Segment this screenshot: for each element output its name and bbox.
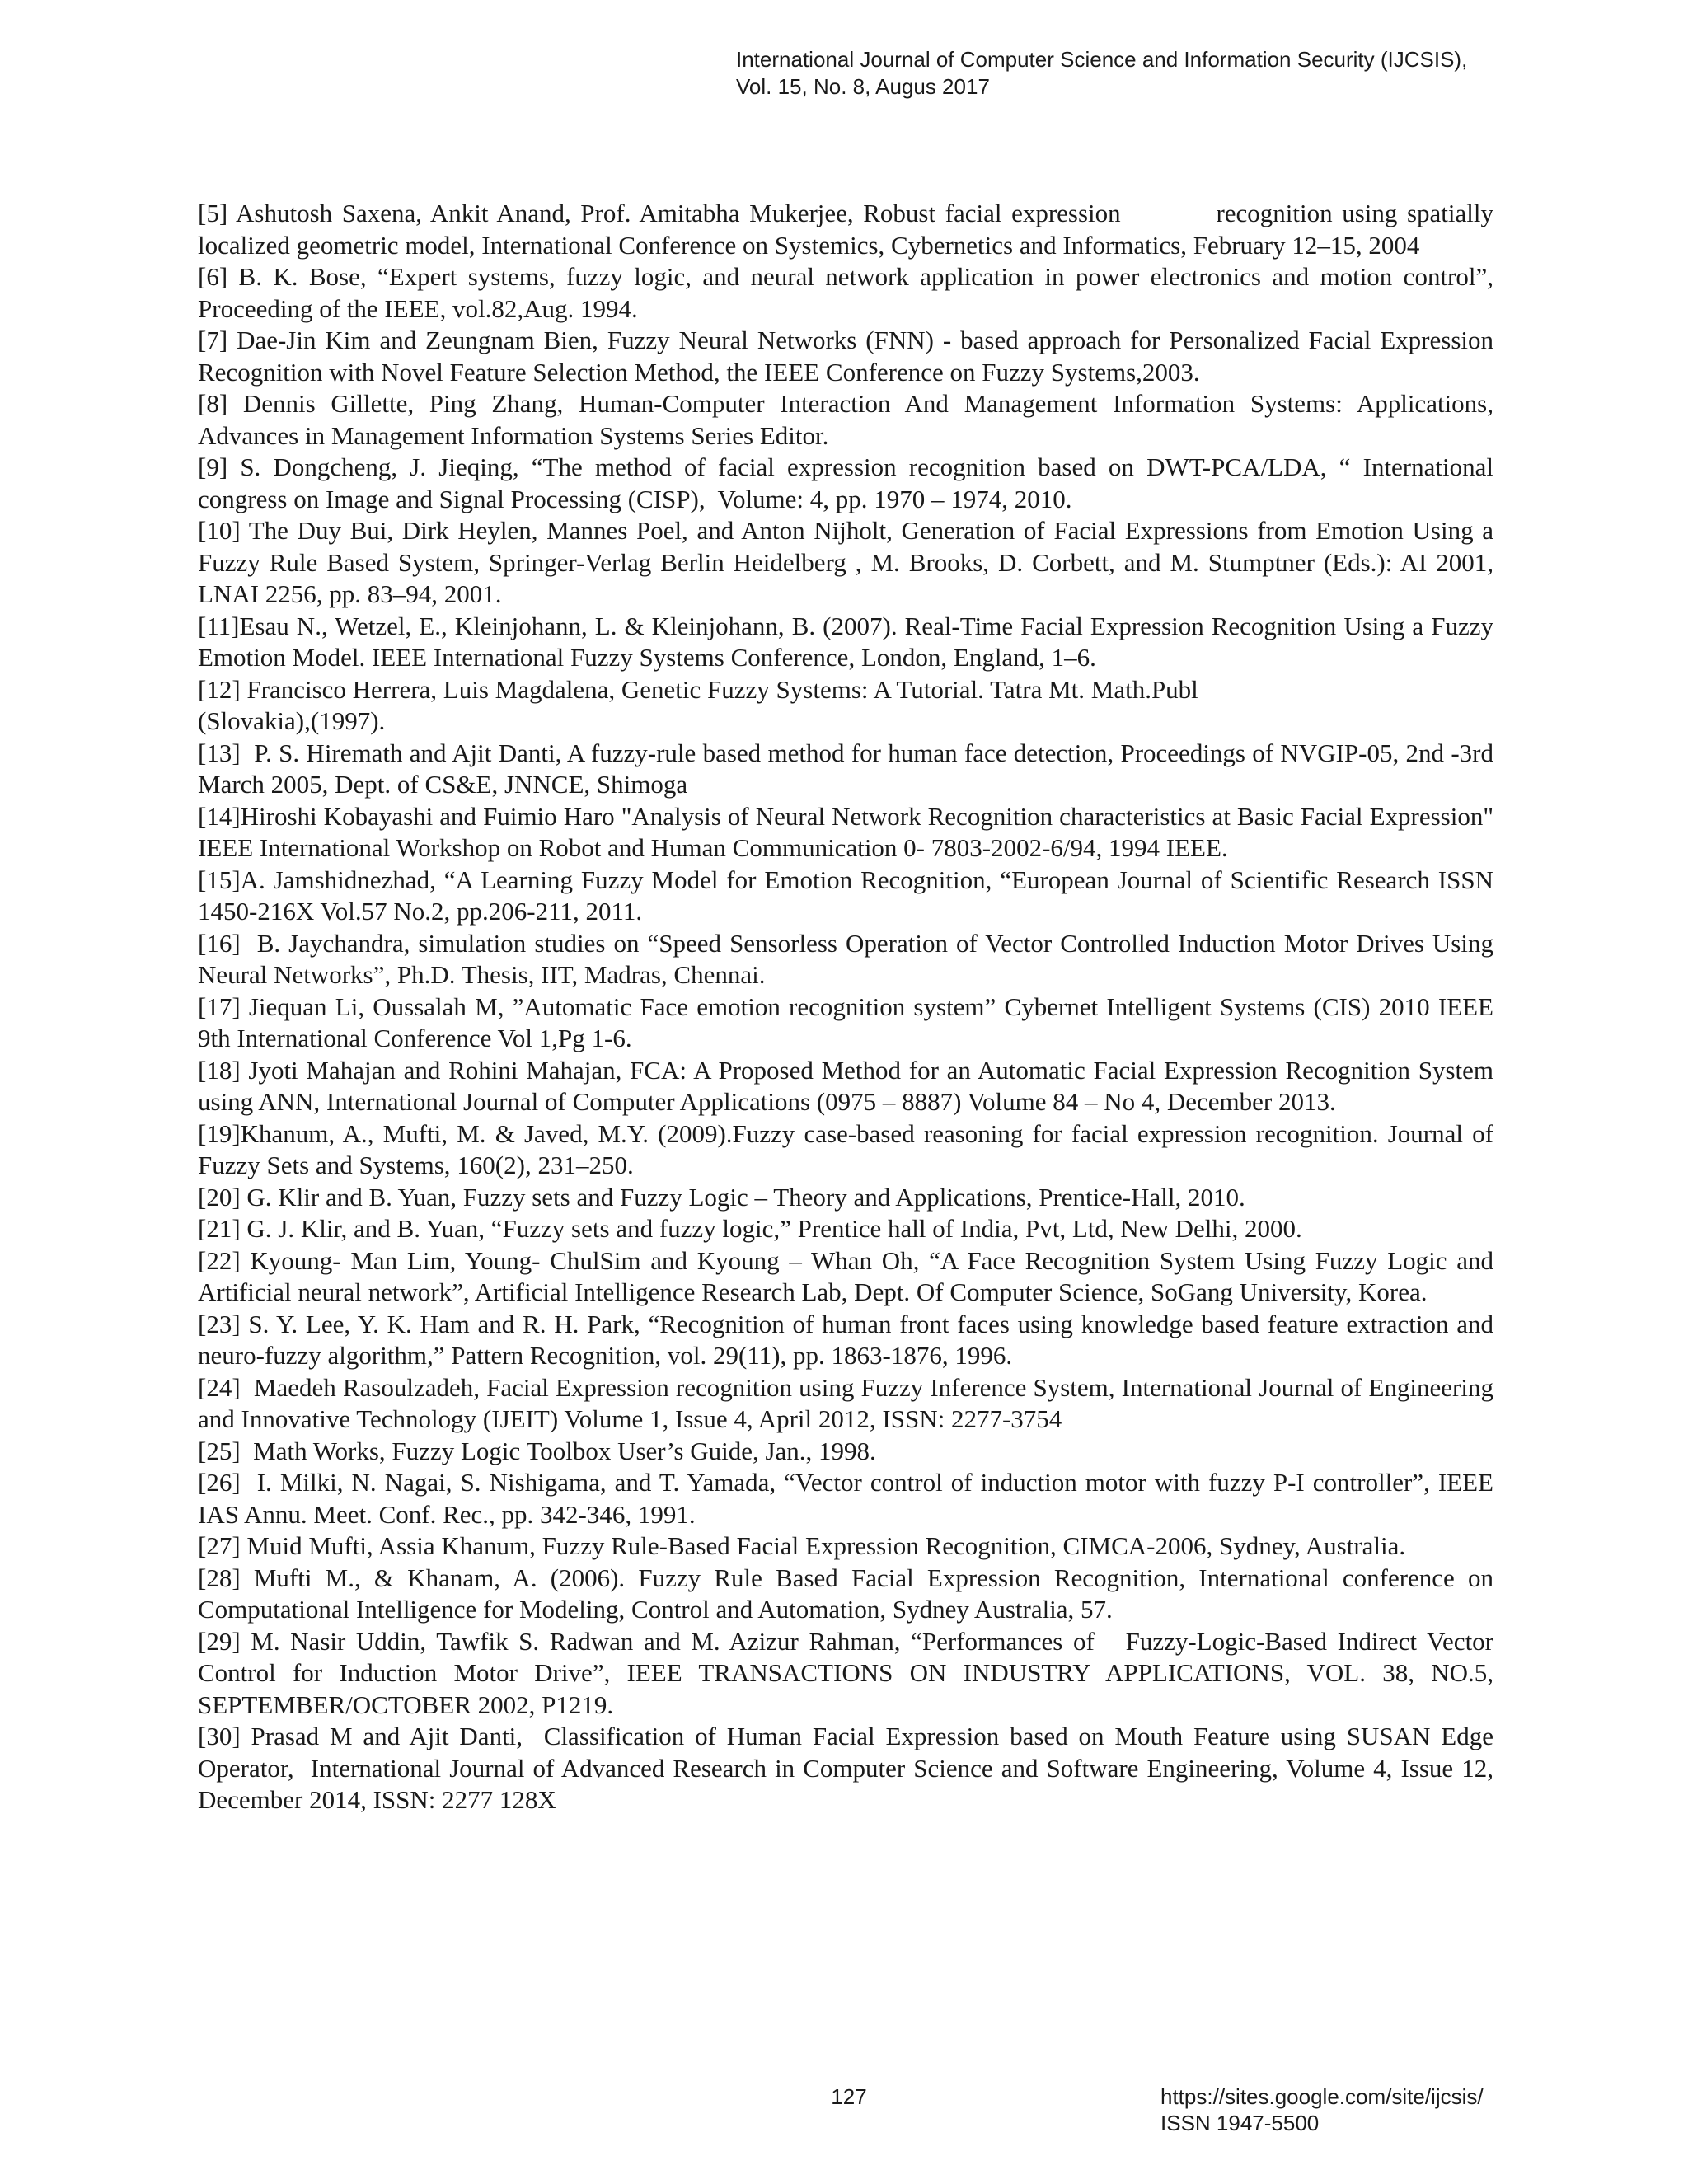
reference-11: [11]Esau N., Wetzel, E., Kleinjohann, L. & Kleinjohann, B. (2007). Real-Time Facial Expression Recognition Using a Fuzzy Emotion Model. IEEE International Fuzzy Systems Conference, London, England, 1–6. xyxy=(198,611,1500,672)
reference-23: [23] S. Y. Lee, Y. K. Ham and R. H. Park, “Recognition of human front faces using knowledge based feature extraction and neuro-fuzzy algorithm,” Pattern Recognition, vol. 29(11), pp. 1863-1876, 1996. xyxy=(198,1309,1500,1370)
reference-10: [10] The Duy Bui, Dirk Heylen, Mannes Poel, and Anton Nijholt, Generation of Facial Expressions from Emotion Using a Fuzzy Rule Based System, Springer-Verlag Berlin Heidelberg , M. Brooks, D. Corbett, and M. Stumptner (Eds.): AI 2001, LNAI 2256, pp. 83–94, 2001. xyxy=(198,516,1500,608)
reference-7: [7] Dae-Jin Kim and Zeungnam Bien, Fuzzy Neural Networks (FNN) - based approach for Personalized Facial Expression Recognition with Novel Feature Selection Method, the IEEE Conference on Fuzzy Systems,2003. xyxy=(198,326,1500,387)
reference-29: [29] M. Nasir Uddin, Tawfik S. Radwan and M. Azizur Rahman, “Performances of Fuzzy-Logic-Based Indirect Vector Control for Induction Motor Drive”, IEEE TRANSACTIONS ON INDUSTRY APPLICATIONS, VOL. 38, NO.5, SEPTEMBER/OCTOBER 2002, P1219. xyxy=(198,1626,1500,1719)
reference-16: [16] B. Jaychandra, simulation studies on “Speed Sensorless Operation of Vector Controlled Induction Motor Drives Using Neural Networks”, Ph.D. Thesis, IIT, Madras, Chennai. xyxy=(198,928,1500,989)
reference-21: [21] G. J. Klir, and B. Yuan, “Fuzzy sets and fuzzy logic,” Prentice hall of India, Pvt, Ltd, New Delhi, 2000. xyxy=(198,1214,1302,1243)
reference-9: [9] S. Dongcheng, J. Jieqing, “The method of facial expression recognition based on DWT-PCA/LDA, “ International congress on Image and Signal Processing (CISP), Volume: 4, pp. 1970 – 1974, 2010. xyxy=(198,452,1500,513)
journal-volume-line: Vol. 15, No. 8, Augus 2017 xyxy=(736,74,990,99)
reference-19: [19]Khanum, A., Mufti, M. & Javed, M.Y. (2009).Fuzzy case-based reasoning for facial expression recognition. Journal of Fuzzy Sets and Systems, 160(2), 231–250. xyxy=(198,1118,1500,1179)
reference-5: [5] Ashutosh Saxena, Ankit Anand, Prof. Amitabha Mukerjee, Robust facial expression recognition using spatially localized geometric model, International Conference on Systemics, Cybernetics and Informatics, February 12–15, 2004 xyxy=(198,199,1500,260)
reference-17: [17] Jiequan Li, Oussalah M, ”Automatic Face emotion recognition system” Cybernet Intelligent Systems (CIS) 2010 IEEE 9th International Conference Vol 1,Pg 1-6. xyxy=(198,991,1500,1052)
reference-18: [18] Jyoti Mahajan and Rohini Mahajan, FCA: A Proposed Method for an Automatic Facial Expression Recognition System using ANN, International Journal of Computer Applications (0975 – 8887) Volume 84 – No 4, December 2013. xyxy=(198,1055,1500,1116)
reference-25: [25] Math Works, Fuzzy Logic Toolbox User’s Guide, Jan., 1998. xyxy=(198,1436,876,1465)
journal-issn: ISSN 1947-5500 xyxy=(1160,2111,1320,2135)
journal-title-line: International Journal of Computer Science and Information Security (IJCSIS), xyxy=(736,47,1468,72)
reference-15: [15]A. Jamshidnezhad, “A Learning Fuzzy Model for Emotion Recognition, “European Journal of Scientific Research ISSN 1450-216X Vol.57 No.2, pp.206-211, 2011. xyxy=(198,865,1500,926)
reference-28: [28] Mufti M., & Khanam, A. (2006). Fuzzy Rule Based Facial Expression Recognition, International conference on Computational Intelligence for Modeling, Control and Automation, Sydney Australia, 57. xyxy=(198,1563,1500,1624)
page-number: 127 xyxy=(831,2084,867,2109)
reference-24: [24] Maedeh Rasoulzadeh, Facial Expression recognition using Fuzzy Inference System, International Journal of Engineering and Innovative Technology (IJEIT) Volume 1, Issue 4, April 2012, ISSN: 2277-3754 xyxy=(198,1372,1500,1433)
reference-30: [30] Prasad M and Ajit Danti, Classification of Human Facial Expression based on Mouth Feature using SUSAN Edge Operator, International Journal of Advanced Research in Computer Science and Software Engineering, Volume 4, Issue 12, December 2014, ISSN: 2277 128X xyxy=(198,1722,1500,1814)
reference-12: [12] Francisco Herrera, Luis Magdalena, Genetic Fuzzy Systems: A Tutorial. Tatra Mt. Math.Publ (Slovakia),(1997). xyxy=(198,674,1198,735)
reference-27: [27] Muid Mufti, Assia Khanum, Fuzzy Rule-Based Facial Expression Recognition, CIMCA-2006, Sydney, Australia. xyxy=(198,1531,1406,1560)
reference-22: [22] Kyoung- Man Lim, Young- ChulSim and Kyoung – Whan Oh, “A Face Recognition System Using Fuzzy Logic and Artificial neural network”, Artificial Intelligence Research Lab, Dept. Of Computer Science, SoGang University, Korea. xyxy=(198,1245,1499,1306)
reference-13: [13] P. S. Hiremath and Ajit Danti, A fuzzy-rule based method for human face detection, Proceedings of NVGIP-05, 2nd -3rd March 2005, Dept. of CS&E, JNNCE, Shimoga xyxy=(198,738,1500,799)
reference-8: [8] Dennis Gillette, Ping Zhang, Human-Computer Interaction And Management Information Systems: Applications, Advances in Management Information Systems Series Editor. xyxy=(198,389,1499,450)
reference-14: [14]Hiroshi Kobayashi and Fuimio Haro "Analysis of Neural Network Recognition characteristics at Basic Facial Expression" IEEE International Workshop on Robot and Human Communication 0- 7803-2002-6/94, 1994 IEEE. xyxy=(198,801,1500,862)
reference-20: [20] G. Klir and B. Yuan, Fuzzy sets and Fuzzy Logic – Theory and Applications, Prentice-Hall, 2010. xyxy=(198,1182,1245,1212)
journal-header xyxy=(736,46,1467,101)
reference-list xyxy=(198,198,1500,1816)
reference-26: [26] I. Milki, N. Nagai, S. Nishigama, and T. Yamada, “Vector control of induction motor with fuzzy P-I controller”, IEEE IAS Annu. Meet. Conf. Rec., pp. 342-346, 1991. xyxy=(198,1468,1500,1529)
reference-6: [6] B. K. Bose, “Expert systems, fuzzy logic, and neural network application in power electronics and motion control”, Proceeding of the IEEE, vol.82,Aug. 1994. xyxy=(198,262,1500,323)
footer-info xyxy=(1160,2083,1484,2136)
journal-url: https://sites.google.com/site/ijcsis/ xyxy=(1160,2084,1484,2109)
